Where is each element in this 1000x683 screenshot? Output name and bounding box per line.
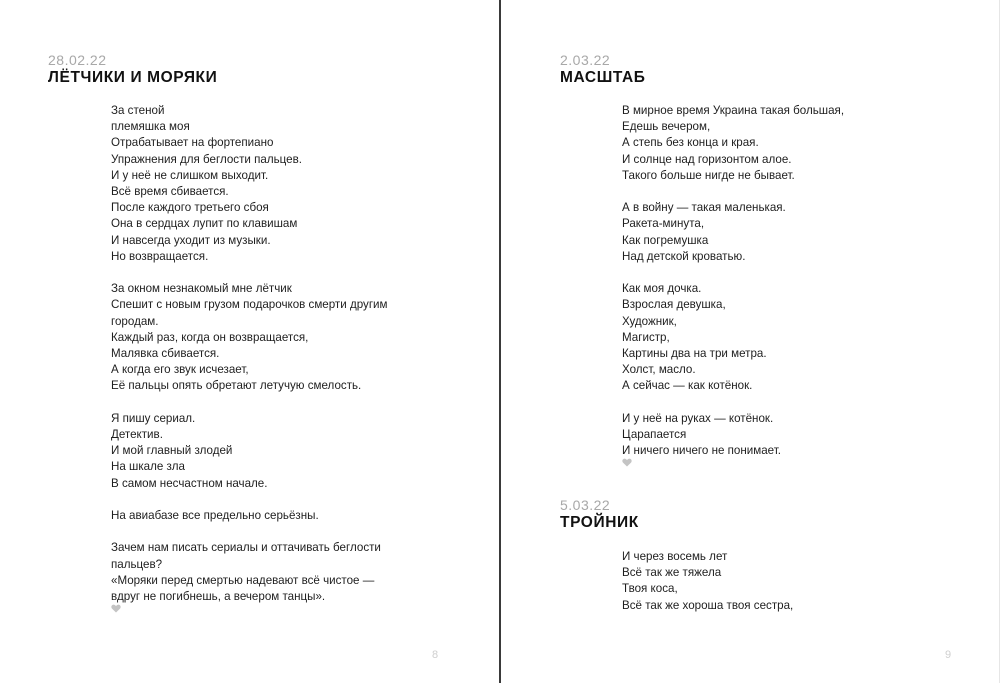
poem-line: «Моряки перед смертью надевают всё чистое —	[111, 573, 375, 587]
right-page	[502, 0, 1000, 683]
page-number: 8	[432, 649, 439, 661]
poem-stanza	[111, 411, 388, 492]
poem-line: Детектив.	[111, 428, 163, 442]
poem-line: Я пишу сериал.	[111, 411, 196, 425]
poem-line: городам.	[111, 314, 159, 328]
poem-title: МАСШТАБ	[560, 69, 646, 86]
poem-line: Но возвращается.	[111, 249, 209, 263]
poem-line: В самом несчастном начале.	[111, 476, 268, 490]
poem-line: После каждого третьего сбоя	[111, 201, 269, 215]
poem-body	[622, 103, 844, 459]
poem-line: Ракета-минута,	[622, 217, 705, 231]
poem-line: Картины два на три метра.	[622, 347, 767, 361]
poem-stanza	[111, 103, 388, 265]
poem-line: Упражнения для беглости пальцев.	[111, 152, 302, 166]
poem-line: А когда его звук исчезает,	[111, 363, 249, 377]
poem-line: Царапается	[622, 428, 687, 442]
poem-stanza	[622, 103, 844, 184]
poem-body	[622, 549, 793, 614]
poem-line: Малявка сбивается.	[111, 347, 220, 361]
poem-line: Всё так же хороша твоя сестра,	[622, 598, 794, 612]
poem-line: Как моя дочка.	[622, 282, 702, 296]
poem-stanza	[622, 200, 844, 265]
poem-line: Взрослая девушка,	[622, 298, 726, 312]
poem-line: И ничего ничего не понимает.	[622, 444, 781, 458]
poem-date: 28.02.22	[48, 52, 107, 68]
poem-line: племяшка моя	[111, 120, 190, 134]
poem-line: В мирное время Украина такая большая,	[622, 104, 845, 117]
poem-line: Зачем нам писать сериалы и оттачивать беглости	[111, 541, 381, 555]
poem-line: И солнце над горизонтом алое.	[622, 152, 792, 166]
poem-date: 2.03.22	[560, 52, 611, 68]
poem-line: И у неё на руках — котёнок.	[622, 411, 774, 425]
poem-line: Каждый раз, когда он возвращается,	[111, 330, 309, 344]
poem-stanza	[622, 411, 844, 460]
heart-icon	[111, 604, 121, 613]
poem-line: Художник,	[622, 314, 677, 328]
poem-line: За окном незнакомый мне лётчик	[111, 282, 292, 296]
poem-line: Всё так же тяжела	[622, 566, 722, 580]
poem-line: Отрабатывает на фортепиано	[111, 136, 274, 150]
poem-line: А сейчас — как котёнок.	[622, 379, 753, 393]
poem-line: Она в сердцах лупит по клавишам	[111, 217, 298, 231]
poem-line: На авиабазе все предельно серьёзны.	[111, 509, 319, 523]
poem-title: ТРОЙНИК	[560, 514, 639, 531]
poem-line: вдруг не погибнешь, а вечером танцы».	[111, 590, 326, 604]
poem-stanza	[111, 508, 388, 524]
poem-line: Спешит с новым грузом подарочков смерти другим	[111, 298, 388, 312]
poem-line: Едешь вечером,	[622, 120, 711, 134]
poem-line: На шкале зла	[111, 460, 185, 474]
poem-title: ЛЁТЧИКИ И МОРЯКИ	[48, 69, 218, 86]
poem-line: Всё время сбивается.	[111, 185, 229, 199]
poem-line: Такого больше нигде не бывает.	[622, 168, 795, 182]
book-spine	[499, 0, 501, 683]
page-number: 9	[945, 649, 952, 661]
poem-line: Её пальцы опять обретают летучую смелость.	[111, 379, 362, 393]
poem-line: пальцев?	[111, 557, 163, 571]
poem-line: А в войну — такая маленькая.	[622, 201, 786, 215]
poem-line: Магистр,	[622, 330, 670, 344]
poem-stanza	[622, 549, 793, 614]
poem-line: За стеной	[111, 104, 165, 117]
poem-line: И у неё не слишком выходит.	[111, 168, 269, 182]
heart-icon	[622, 458, 632, 467]
poem-line: Холст, масло.	[622, 363, 696, 377]
poem-line: И навсегда уходит из музыки.	[111, 233, 271, 247]
poem-line: И мой главный злодей	[111, 444, 233, 458]
poem-body	[111, 103, 388, 605]
poem-line: Как погремушка	[622, 233, 709, 247]
poem-line: Твоя коса,	[622, 582, 678, 596]
poem-stanza	[111, 281, 388, 394]
poem-stanza	[622, 281, 844, 394]
poem-date: 5.03.22	[560, 497, 611, 513]
poem-line: И через восемь лет	[622, 550, 728, 563]
poem-stanza	[111, 540, 388, 605]
poem-line: Над детской кроватью.	[622, 249, 746, 263]
poem-line: А степь без конца и края.	[622, 136, 759, 150]
